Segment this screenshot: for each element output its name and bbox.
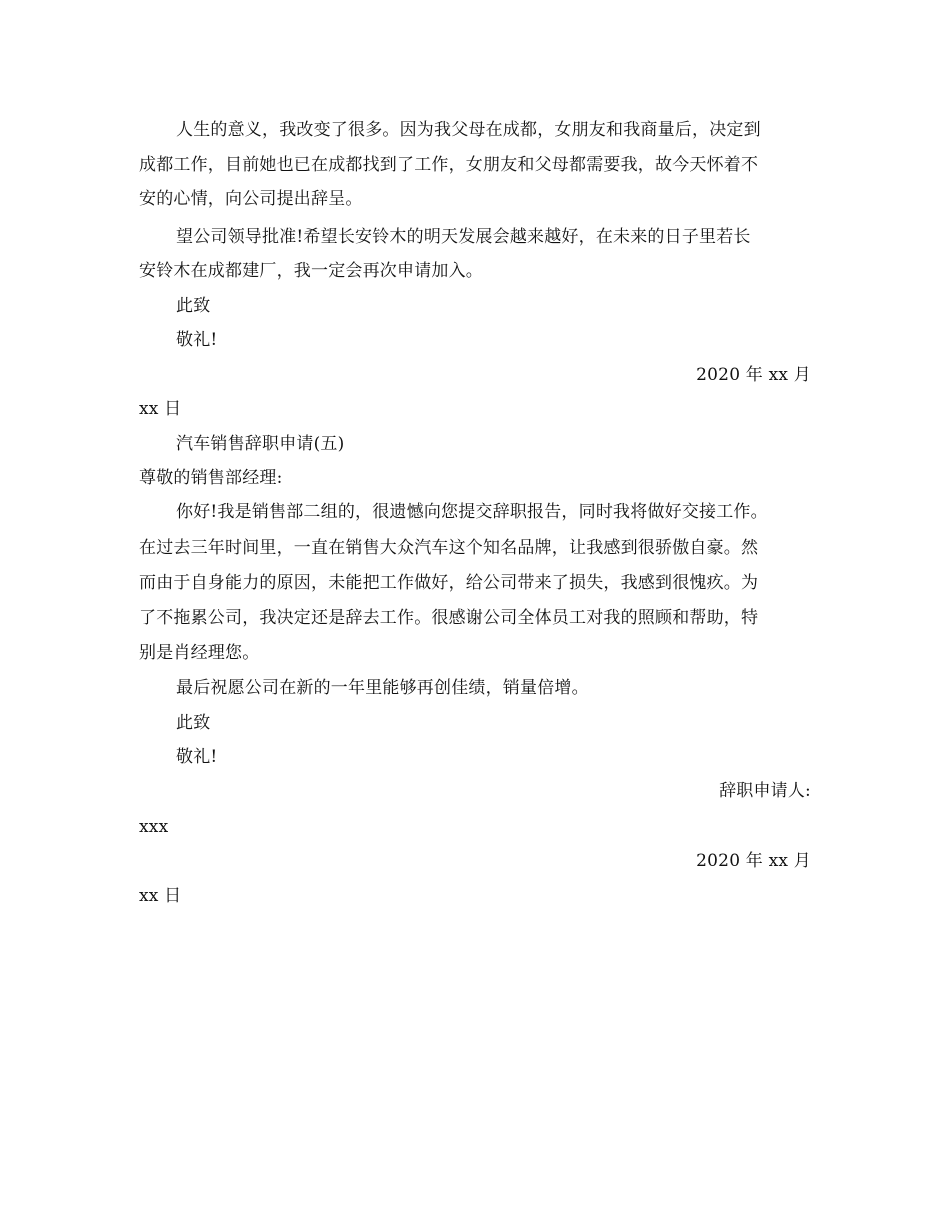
- paragraph-line: 安铃木在成都建厂，我一定会再次申请加入。: [139, 261, 483, 281]
- section-title: 汽车销售辞职申请(五): [176, 434, 345, 454]
- paragraph-line: 人生的意义，我改变了很多。因为我父母在成都，女朋友和我商量后，决定到: [176, 120, 761, 140]
- closing-line: 敬礼!: [176, 330, 218, 350]
- signer-label: 辞职申请人:: [719, 781, 811, 801]
- paragraph-line: 安的心情，向公司提出辞呈。: [139, 189, 363, 209]
- closing-line: 此致: [176, 296, 211, 316]
- paragraph-line: 望公司领导批准!希望长安铃木的明天发展会越来越好，在未来的日子里若长: [176, 227, 751, 247]
- date-line-day: xx 日: [139, 399, 182, 419]
- paragraph-line: 了不拖累公司，我决定还是辞去工作。很感谢公司全体员工对我的照顾和帮助，特: [139, 608, 759, 628]
- signer-name: xxx: [139, 817, 169, 837]
- closing-line: 此致: [176, 713, 211, 733]
- date-line: 2020 年 xx 月: [696, 851, 811, 871]
- paragraph-line: 你好!我是销售部二组的，很遗憾向您提交辞职报告，同时我将做好交接工作。: [176, 502, 768, 522]
- paragraph-line: 成都工作，目前她也已在成都找到了工作，女朋友和父母都需要我，故今天怀着不: [139, 155, 759, 175]
- paragraph-line: 而由于自身能力的原因，未能把工作做好，给公司带来了损失，我感到很愧疚。为: [139, 573, 759, 593]
- closing-line: 敬礼!: [176, 747, 218, 767]
- date-line-day: xx 日: [139, 886, 182, 906]
- paragraph-line: 别是肖经理您。: [139, 643, 260, 663]
- salutation: 尊敬的销售部经理:: [139, 468, 283, 488]
- date-line: 2020 年 xx 月: [696, 365, 811, 385]
- paragraph-line: 在过去三年时间里，一直在销售大众汽车这个知名品牌，让我感到很骄傲自豪。然: [139, 538, 759, 558]
- paragraph-line: 最后祝愿公司在新的一年里能够再创佳绩，销量倍增。: [176, 678, 589, 698]
